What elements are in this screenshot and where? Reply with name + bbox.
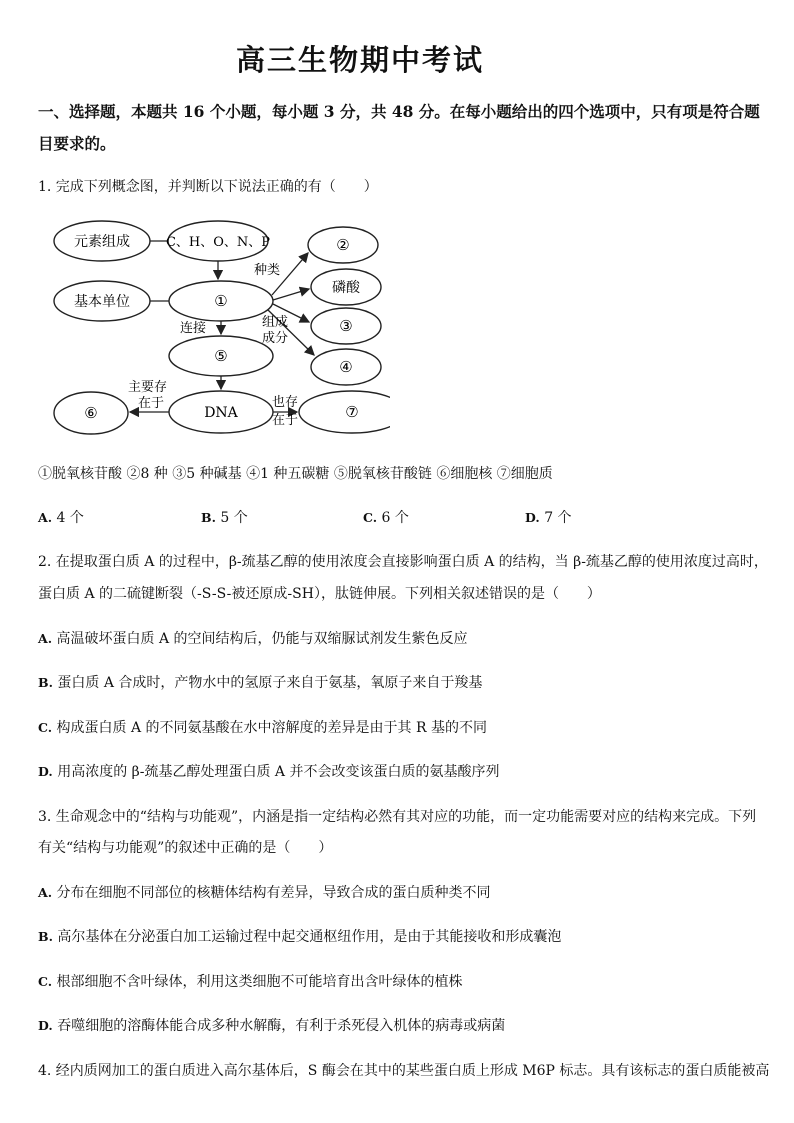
question-3-stem-line-2: 有关“结构与功能观”的叙述中正确的是（ ） — [38, 840, 333, 856]
edge-label-zucheng-2: 成分 — [262, 331, 289, 346]
node-3-label: ③ — [339, 317, 353, 335]
option-b[interactable]: B. 蛋白质 A 合成时，产物水中的氢原子来自于氨基，氧原子来自于羧基 — [38, 675, 483, 691]
option-a[interactable]: A. 分布在细胞不同部位的核糖体结构有差异，导致合成的蛋白质种类不同 — [38, 885, 491, 901]
node-7-label: ⑦ — [345, 403, 359, 421]
node-1-label: ① — [214, 292, 228, 310]
section-heading: 一、选择题，本题共 16 个小题，每小题 3 分，共 48 分。在每小题给出的四个选项中，只有项是符合题目要求的。 — [38, 102, 760, 153]
option-b[interactable]: B. 5 个 — [201, 510, 248, 526]
option-a[interactable]: A. 4 个 — [38, 510, 84, 526]
edge-label-lianjie: 连接 — [180, 321, 207, 336]
edge-label-zucheng-1: 组成 — [262, 315, 289, 330]
node-jiben-label: 基本单位 — [74, 294, 130, 310]
node-chonp-label: C、H、O、N、P — [165, 235, 271, 250]
node-6-label: ⑥ — [84, 404, 98, 422]
option-a[interactable]: A. 高温破坏蛋白质 A 的空间结构后，仍能与双缩脲试剂发生紫色反应 — [38, 631, 468, 647]
question-1-statements: ①脱氧核苷酸 ②8 种 ③5 种碱基 ④1 种五碳糖 ⑤脱氧核苷酸链 ⑥细胞核 ⑦细胞质 — [38, 466, 553, 482]
arrow-1-linsuan — [273, 289, 309, 300]
option-c[interactable]: C. 6 个 — [363, 510, 409, 526]
question-4-stem-line-1: 4. 经内质网加工的蛋白质进入高尔基体后，S 酶会在其中的某些蛋白质上形成 M6P 标志。具有该标志的蛋白质能被高 — [38, 1063, 770, 1079]
option-b[interactable]: B. 高尔基体在分泌蛋白加工运输过程中起交通枢纽作用，是由于其能接收和形成囊泡 — [38, 929, 562, 945]
node-4-label: ④ — [339, 358, 353, 376]
question-2-stem-line-2: 蛋白质 A 的二硫键断裂（-S-S-被还原成-SH），肽链伸展。下列相关叙述错误的是（ ） — [38, 586, 601, 602]
edge-label-yecun-1: 也存 — [272, 395, 299, 410]
edge-label-yecun-2: 在于 — [272, 413, 299, 428]
option-c[interactable]: C. 构成蛋白质 A 的不同氨基酸在水中溶解度的差异是由于其 R 基的不同 — [38, 720, 487, 736]
option-d[interactable]: D. 吞噬细胞的溶酶体能合成多种水解酶，有利于杀死侵入机体的病毒或病菌 — [38, 1018, 506, 1034]
edge-label-zhuyao-1: 主要存 — [128, 380, 168, 395]
node-yuansu-label: 元素组成 — [74, 234, 130, 250]
edge-label-zhonglei: 种类 — [254, 263, 281, 278]
edge-label-zhuyao-2: 在于 — [138, 396, 165, 411]
question-2-stem-line-1: 2. 在提取蛋白质 A 的过程中，β-巯基乙醇的使用浓度会直接影响蛋白质 A 的结构，当 β-巯基乙醇的使用浓度过高时， — [38, 554, 768, 570]
question-1-stem: 1. 完成下列概念图，并判断以下说法正确的有（ ） — [38, 179, 378, 195]
option-d[interactable]: D. 用高浓度的 β-巯基乙醇处理蛋白质 A 并不会改变该蛋白质的氨基酸序列 — [38, 764, 500, 780]
option-c[interactable]: C. 根部细胞不含叶绿体，利用这类细胞不可能培育出含叶绿体的植株 — [38, 974, 463, 990]
node-2-label: ② — [336, 236, 350, 254]
exam-title: 高三生物期中考试 — [235, 43, 484, 77]
node-dna-label: DNA — [204, 405, 238, 421]
node-linsuan-label: 磷酸 — [332, 280, 360, 296]
option-d[interactable]: D. 7 个 — [525, 510, 572, 526]
question-3-stem-line-1: 3. 生命观念中的“结构与功能观”，内涵是指一定结构必然有其对应的功能，而一定功能需要对应的结构来完成。下列 — [38, 809, 757, 825]
concept-map-diagram — [50, 215, 390, 445]
node-5-label: ⑤ — [214, 347, 228, 365]
